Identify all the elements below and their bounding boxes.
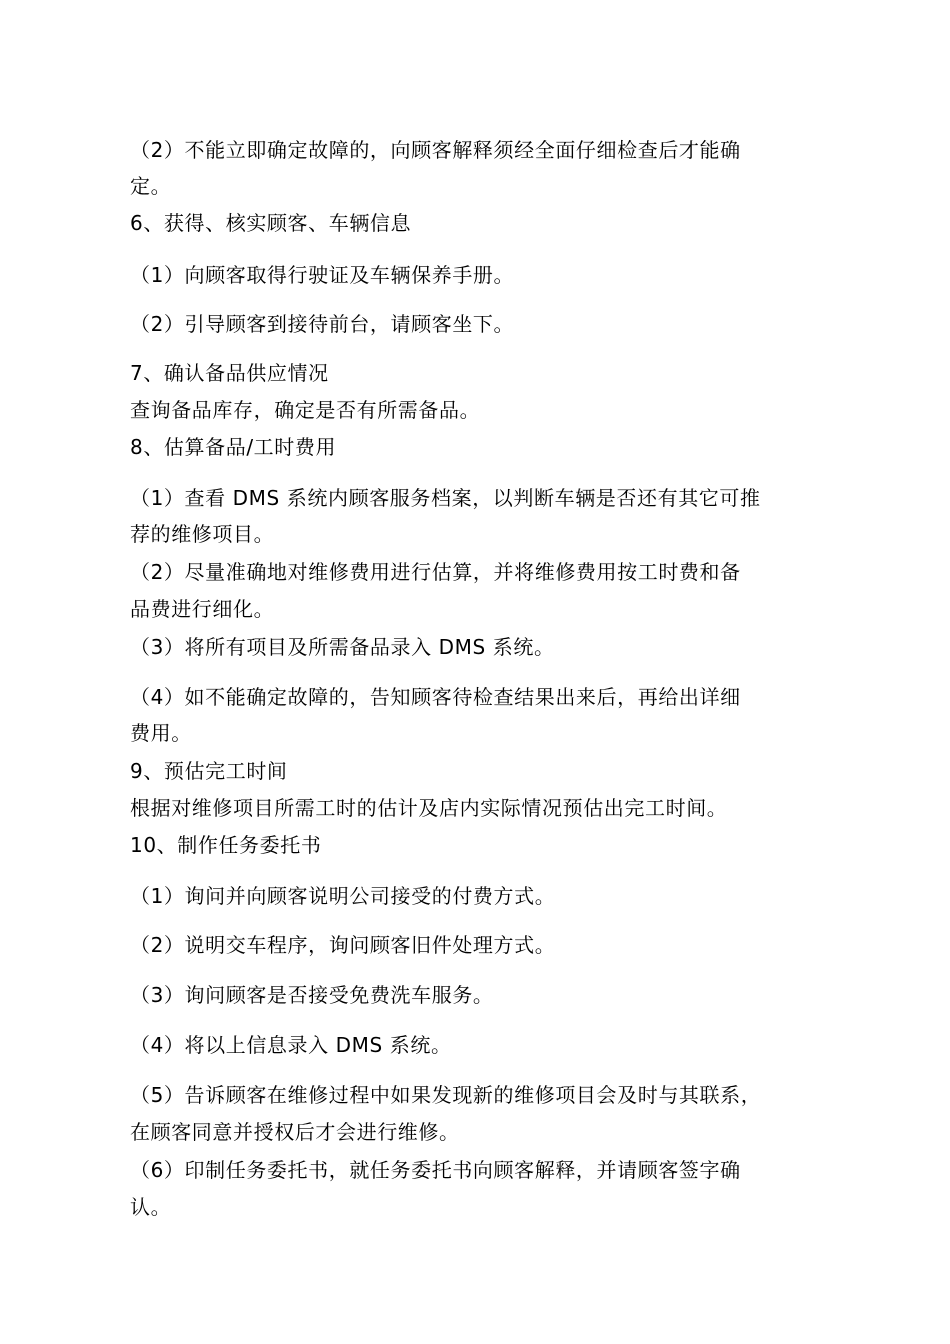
paragraph-line: （2）引导顾客到接待前台，请顾客坐下。 — [130, 312, 515, 336]
paragraph-line: （2）尽量准确地对维修费用进行估算，并将维修费用按工时费和备 — [130, 560, 741, 584]
section-heading: 10、制作任务委托书 — [130, 833, 322, 857]
paragraph-line: （1）询问并向顾客说明公司接受的付费方式。 — [130, 884, 556, 908]
paragraph-line: 定。 — [130, 174, 172, 198]
section-heading: 6、获得、核实顾客、车辆信息 — [130, 211, 412, 235]
paragraph-line: （1）向顾客取得行驶证及车辆保养手册。 — [130, 263, 515, 287]
paragraph-line: （2）说明交车程序，询问顾客旧件处理方式。 — [130, 933, 556, 957]
paragraph-line: （4）如不能确定故障的，告知顾客待检查结果出来后，再给出详细 — [130, 685, 741, 709]
paragraph-line: 在顾客同意并授权后才会进行维修。 — [130, 1120, 460, 1144]
paragraph-line: （2）不能立即确定故障的，向顾客解释须经全面仔细检查后才能确 — [130, 138, 741, 162]
paragraph-line: 查询备品库存，确定是否有所需备品。 — [130, 398, 481, 422]
paragraph-line: 认。 — [130, 1195, 172, 1219]
section-heading: 9、预估完工时间 — [130, 759, 288, 783]
paragraph-line: （3）询问顾客是否接受免费洗车服务。 — [130, 983, 494, 1007]
paragraph-line: 费用。 — [130, 721, 192, 745]
paragraph-line: （3）将所有项目及所需备品录入 DMS 系统。 — [130, 635, 555, 659]
paragraph-line: （6）印制任务委托书，就任务委托书向顾客解释，并请顾客签字确 — [130, 1158, 741, 1182]
section-heading: 8、估算备品/工时费用 — [130, 435, 337, 459]
paragraph-line: （4）将以上信息录入 DMS 系统。 — [130, 1033, 452, 1057]
paragraph-line: （1）查看 DMS 系统内顾客服务档案，以判断车辆是否还有其它可推 — [130, 486, 761, 510]
paragraph-line: （5）告诉顾客在维修过程中如果发现新的维修项目会及时与其联系， — [130, 1083, 762, 1107]
paragraph-line: 品费进行细化。 — [130, 597, 275, 621]
section-heading: 7、确认备品供应情况 — [130, 361, 329, 385]
paragraph-line: 荐的维修项目。 — [130, 522, 275, 546]
paragraph-line: 根据对维修项目所需工时的估计及店内实际情况预估出完工时间。 — [130, 796, 728, 820]
